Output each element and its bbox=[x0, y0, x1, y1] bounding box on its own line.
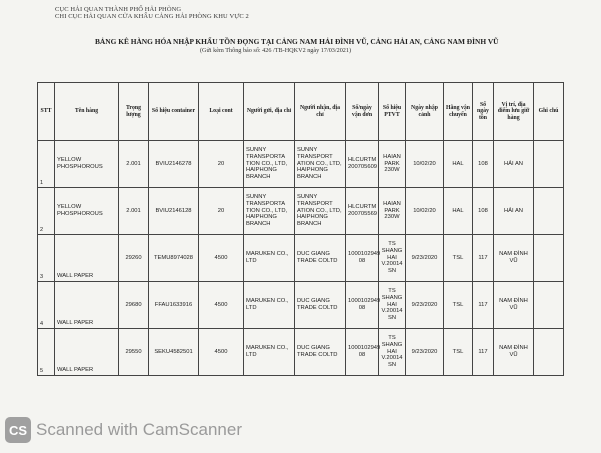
column-header: Vị trí, địa điểm lưu giữ hàng bbox=[494, 83, 534, 141]
cell-vessel: HAIAN PARK 230W bbox=[379, 188, 406, 235]
column-header: Ngày nhập cảnh bbox=[406, 83, 444, 141]
camscanner-watermark bbox=[5, 417, 242, 443]
cell-carrier: HAL bbox=[444, 188, 473, 235]
cell-container: BVIU2146128 bbox=[149, 188, 199, 235]
table-body bbox=[38, 141, 564, 376]
cell-stt: 3 bbox=[38, 235, 55, 282]
cell-type: 4500 bbox=[199, 282, 244, 329]
agency-line-1: CỤC HẢI QUAN THÀNH PHỐ HẢI PHÒNG bbox=[55, 6, 182, 13]
camscanner-logo: CS bbox=[5, 417, 31, 443]
cell-container: SEKU4582501 bbox=[149, 329, 199, 376]
table-row bbox=[38, 188, 564, 235]
document-subtitle: (Gửi kèm Thông báo số: 426 /TB-HQKV2 ngày 17/03/2021) bbox=[200, 47, 352, 54]
cell-date: 9/23/2020 bbox=[406, 282, 444, 329]
cell-vessel: TS SHANG HAI V.20014 SN bbox=[379, 282, 406, 329]
cell-sender: MARUKEN CO., LTD bbox=[244, 235, 295, 282]
cell-vessel: HAIAN PARK 230W bbox=[379, 141, 406, 188]
cell-location: NAM ĐÌNH VŨ bbox=[494, 235, 534, 282]
cell-type: 20 bbox=[199, 141, 244, 188]
table-row bbox=[38, 141, 564, 188]
cell-date: 9/23/2020 bbox=[406, 235, 444, 282]
cell-bill: 1000102949 08 bbox=[346, 329, 379, 376]
cell-weight: 2.001 bbox=[119, 188, 149, 235]
goods-table bbox=[37, 82, 564, 376]
cell-location: NAM ĐÌNH VŨ bbox=[494, 282, 534, 329]
cell-weight: 2.001 bbox=[119, 141, 149, 188]
cell-weight: 29550 bbox=[119, 329, 149, 376]
cell-vessel: TS SHANG HAI V.20014 SN bbox=[379, 329, 406, 376]
watermark-text: Scanned with CamScanner bbox=[36, 420, 243, 439]
cell-note bbox=[534, 329, 564, 376]
cell-days: 117 bbox=[473, 235, 494, 282]
cell-note bbox=[534, 235, 564, 282]
table-header-row bbox=[38, 83, 564, 141]
cell-days: 117 bbox=[473, 329, 494, 376]
cell-receiver: SUNNY TRANSPORT ATION CO., LTD, HAIPHONG BRANCH bbox=[295, 141, 346, 188]
cell-bill: 1000102949 08 bbox=[346, 282, 379, 329]
column-header: Loại cont bbox=[199, 83, 244, 141]
cell-note bbox=[534, 282, 564, 329]
cell-carrier: TSL bbox=[444, 282, 473, 329]
table-row bbox=[38, 329, 564, 376]
agency-line-2: CHI CỤC HẢI QUAN CỬA KHẨU CẢNG HẢI PHÒNG KHU VỰC 2 bbox=[55, 13, 249, 20]
column-header: Tên hàng bbox=[55, 83, 119, 141]
column-header: Người gửi, địa chỉ bbox=[244, 83, 295, 141]
cell-note bbox=[534, 188, 564, 235]
cell-sender: SUNNY TRANSPORTA TION CO., LTD, HAIPHONG BRANCH bbox=[244, 141, 295, 188]
column-header: Trọng lượng bbox=[119, 83, 149, 141]
cell-date: 9/23/2020 bbox=[406, 329, 444, 376]
column-header: Số ngày tồn bbox=[473, 83, 494, 141]
column-header: Ghi chú bbox=[534, 83, 564, 141]
cell-name: WALL PAPER bbox=[55, 329, 119, 376]
cell-carrier: TSL bbox=[444, 329, 473, 376]
cell-receiver: SUNNY TRANSPORT ATION CO., LTD, HAIPHONG BRANCH bbox=[295, 188, 346, 235]
cell-sender: MARUKEN CO., LTD bbox=[244, 282, 295, 329]
cell-date: 10/02/20 bbox=[406, 141, 444, 188]
cell-receiver: DUC GIANG TRADE COLTD bbox=[295, 329, 346, 376]
column-header: STT bbox=[38, 83, 55, 141]
cell-bill: 1000102949 08 bbox=[346, 235, 379, 282]
cell-container: FFAU1633916 bbox=[149, 282, 199, 329]
cell-type: 4500 bbox=[199, 329, 244, 376]
cell-type: 20 bbox=[199, 188, 244, 235]
cell-weight: 29680 bbox=[119, 282, 149, 329]
column-header: Số hiệu PTVT bbox=[379, 83, 406, 141]
column-header: Hãng vận chuyển bbox=[444, 83, 473, 141]
cell-location: NAM ĐÌNH VŨ bbox=[494, 329, 534, 376]
cell-container: TEMU8974028 bbox=[149, 235, 199, 282]
cell-name: YELLOW PHOSPHOROUS bbox=[55, 141, 119, 188]
cell-bill: HLCURTM 200705569 bbox=[346, 188, 379, 235]
cell-receiver: DUC GIANG TRADE COLTD bbox=[295, 282, 346, 329]
cell-days: 117 bbox=[473, 282, 494, 329]
cell-stt: 2 bbox=[38, 188, 55, 235]
cell-type: 4500 bbox=[199, 235, 244, 282]
cell-bill: HLCURTM 200705609 bbox=[346, 141, 379, 188]
column-header: Người nhận, địa chỉ bbox=[295, 83, 346, 141]
cell-days: 108 bbox=[473, 141, 494, 188]
cell-location: HẢI AN bbox=[494, 141, 534, 188]
cell-name: YELLOW PHOSPHOROUS bbox=[55, 188, 119, 235]
document-title: BẢNG KÊ HÀNG HÓA NHẬP KHẨU TỒN ĐỌNG TẠI CẢNG NAM HẢI ĐÌNH VŨ, CẢNG HẢI AN, CẢNG NAM ĐÌNH VŨ bbox=[95, 37, 499, 46]
cell-date: 10/02/20 bbox=[406, 188, 444, 235]
cell-location: HẢI AN bbox=[494, 188, 534, 235]
cell-sender: MARUKEN CO., LTD bbox=[244, 329, 295, 376]
cell-note bbox=[534, 141, 564, 188]
cell-carrier: HAL bbox=[444, 141, 473, 188]
cell-sender: SUNNY TRANSPORTA TION CO., LTD, HAIPHONG BRANCH bbox=[244, 188, 295, 235]
table-row bbox=[38, 282, 564, 329]
cell-stt: 1 bbox=[38, 141, 55, 188]
cell-name: WALL PAPER bbox=[55, 235, 119, 282]
cell-weight: 29260 bbox=[119, 235, 149, 282]
table-row bbox=[38, 235, 564, 282]
cell-vessel: TS SHANG HAI V.20014 SN bbox=[379, 235, 406, 282]
cell-container: BVIU2146278 bbox=[149, 141, 199, 188]
cell-stt: 5 bbox=[38, 329, 55, 376]
cell-carrier: TSL bbox=[444, 235, 473, 282]
cell-days: 108 bbox=[473, 188, 494, 235]
cell-stt: 4 bbox=[38, 282, 55, 329]
cell-name: WALL PAPER bbox=[55, 282, 119, 329]
cell-receiver: DUC GIANG TRADE COLTD bbox=[295, 235, 346, 282]
column-header: Số/ngày vận đơn bbox=[346, 83, 379, 141]
column-header: Số hiệu container bbox=[149, 83, 199, 141]
